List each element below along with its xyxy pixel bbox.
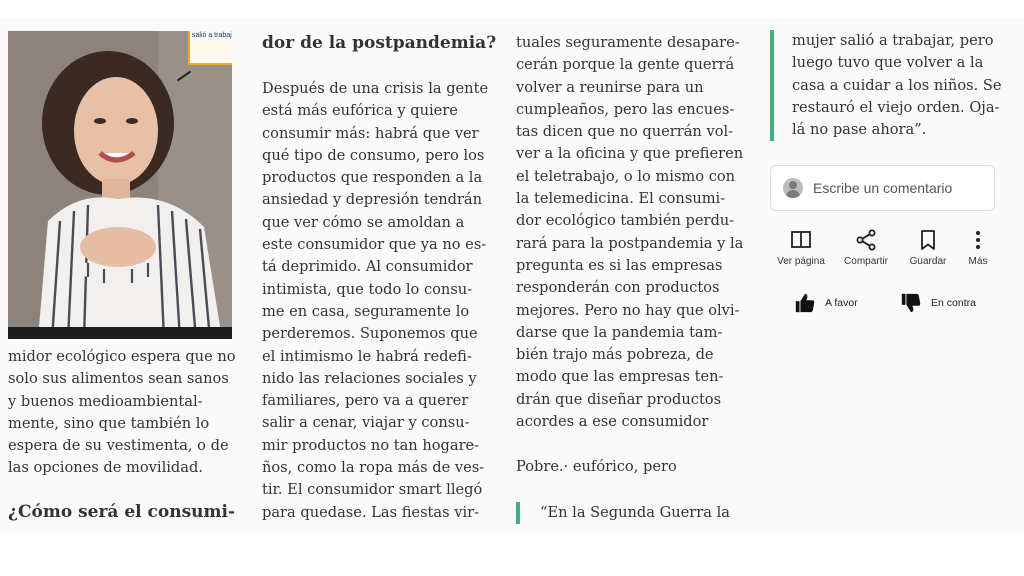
body-line: tuales seguramente desapare- [516, 34, 740, 51]
body-line: está más eufórica y quiere [262, 102, 458, 120]
user-avatar-icon [783, 178, 803, 198]
vote-down-label: En contra [931, 297, 976, 309]
body-line: qué tipo de consumo, pero los [262, 146, 485, 164]
body-line: intimista, que todo lo consu- [262, 280, 473, 298]
column-1-body [8, 346, 236, 480]
share-label: Compartir [844, 256, 888, 267]
body-line: rará para la postpandemia y la [516, 234, 744, 252]
body-line: la telemedicina. El consumi- [516, 190, 726, 208]
body-line: volver a reunirse para un [516, 78, 704, 96]
body-line: salir a cenar, viajar y consu- [262, 414, 470, 432]
body-line: Después de una crisis la gente [262, 80, 489, 97]
view-page-label: Ver página [777, 256, 825, 267]
quote-line: casa a cuidar a los niños. Se [792, 76, 1002, 94]
spacer [516, 433, 743, 455]
pull-quote-start: “En la Segunda Guerra la [516, 502, 730, 524]
body-line: para quedase. Las fiestas vir- [262, 503, 480, 521]
comment-placeholder: Escribe un comentario [813, 180, 953, 196]
vote-up-button[interactable] [794, 292, 858, 314]
body-line: tá deprimido. Al consumidor [262, 258, 473, 276]
inset-line: salió a trabaj [192, 32, 232, 39]
body-line: nido las relaciones sociales y [262, 369, 477, 387]
portrait-photo [8, 31, 232, 339]
view-page-icon [789, 228, 813, 252]
body-line: darse que la pandemia tam- [516, 323, 723, 341]
body-line: bién trajo más pobreza, de [516, 346, 714, 364]
pull-quote-continued [770, 30, 1002, 141]
column-2-body [262, 78, 488, 524]
thumbs-down-icon [900, 292, 922, 314]
more-label: Más [968, 256, 988, 267]
body-line: el intimismo le habrá redefi- [262, 347, 472, 365]
body-line: tir. El consumidor smart llegó [262, 481, 483, 499]
share-icon [854, 228, 878, 252]
body-line: las opciones de movilidad. [8, 459, 203, 477]
body-line: ños, como la ropa más de ves- [262, 459, 485, 477]
body-line: me en casa, seguramente lo [262, 302, 470, 320]
article-page [0, 18, 1024, 532]
section-heading-continued: dor de la postpandemia? [262, 33, 497, 53]
quote-line: restauró el viejo orden. Oja- [792, 98, 1000, 116]
portrait-illustration [8, 31, 232, 339]
quote-line: luego tuvo que volver a la [792, 54, 984, 72]
column-3-body [516, 32, 743, 478]
body-line: este consumidor que ya no es- [262, 236, 487, 254]
body-line: familiares, pero va a querer [262, 392, 469, 410]
share-button[interactable] [834, 228, 898, 267]
body-line: y buenos medioambiental- [8, 392, 203, 410]
body-line: ver a la oficina y que prefieren [516, 145, 744, 163]
photo-inset-clipping [188, 31, 232, 65]
body-line: modo que las empresas ten- [516, 368, 724, 386]
body-line: que ver cómo se amoldan a [262, 213, 465, 231]
bookmark-icon [916, 228, 940, 252]
save-label: Guardar [909, 256, 947, 267]
subheading: Pobre.· eufórico, pero [516, 457, 677, 475]
section-heading: ¿Cómo será el consumi- [8, 502, 236, 522]
quote-line: mujer salió a trabajar, pero [792, 32, 994, 49]
body-line: pregunta es si las empresas [516, 256, 723, 274]
body-line: mejores. Pero no hay que olvi- [516, 301, 740, 319]
body-line: midor ecológico espera que no [8, 348, 236, 365]
body-line: responderán con productos [516, 279, 720, 297]
more-button[interactable] [960, 228, 996, 267]
body-line: tas dicen que no querrán vol- [516, 123, 734, 141]
body-line: solo sus alimentos sean sanos [8, 370, 229, 388]
body-line: consumir más: habrá que ver [262, 124, 479, 142]
body-line: cumpleaños, pero las encues- [516, 100, 735, 118]
action-bar [770, 228, 1000, 267]
comment-input[interactable] [770, 165, 995, 211]
view-page-button[interactable] [770, 228, 832, 267]
body-line: mente, sino que también lo [8, 414, 210, 432]
body-line: ansiedad y depresión tendrán [262, 191, 483, 209]
body-line: cerán porque la gente querrá [516, 56, 735, 74]
body-line: acordes a ese consumidor [516, 413, 709, 431]
vote-down-button[interactable] [900, 292, 976, 314]
body-line: drán que diseñar productos [516, 390, 722, 408]
body-line: perderemos. Suponemos que [262, 325, 478, 343]
body-line: dor ecológico también perdu- [516, 212, 735, 230]
thumbs-up-icon [794, 292, 816, 314]
save-button[interactable] [900, 228, 956, 267]
body-line: espera de su vestimenta, o de [8, 437, 229, 455]
body-line: mir productos no tan hogare- [262, 436, 480, 454]
vote-up-label: A favor [825, 297, 858, 309]
more-vertical-icon [966, 228, 990, 252]
body-line: productos que responden a la [262, 169, 483, 187]
quote-line: lá no pase ahora”. [792, 121, 927, 139]
body-line: el teletrabajo, o lo mismo con [516, 167, 736, 185]
